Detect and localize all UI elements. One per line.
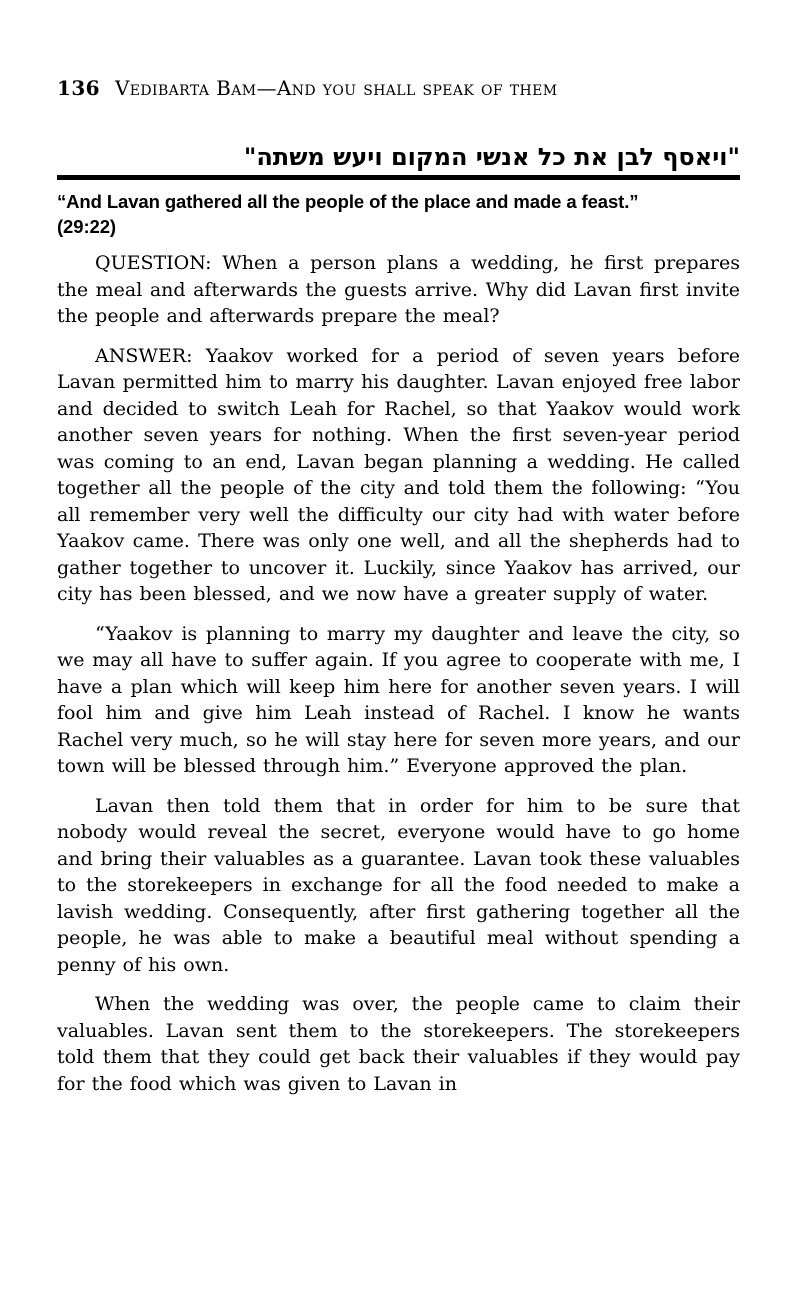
body-paragraph: When the wedding was over, the people came to claim their valuables. Lavan sent them to the storekeepers. The storekeepers told them that they could get back their valuables if they would pay for the food which was given to Lavan in xyxy=(57,993,740,1095)
page-number: 136 xyxy=(57,76,100,100)
body-paragraph: Lavan then told them that in order for him to be sure that nobody would reveal the secret, everyone would have to go home and bring their valuables as a guarantee. Lavan took these valuables to the storekeepers in exchange for all the food needed to make a lavish wedding. Consequently, after first gathering together all the people, he was able to make a beautiful meal without spending a penny of his own. xyxy=(57,794,740,976)
translation-heading xyxy=(57,189,740,239)
answer-paragraph: ANSWER: Yaakov worked for a period of seven years before Lavan permitted him to marry his daughter. Lavan enjoyed free labor and decided to switch Leah for Rachel, so that Yaakov would work another seven years for nothing. When the first seven-year period was coming to an end, Lavan began planning a wedding. He called together all the people of the city and told them the following: “You all remember very well the difficulty our city had with water before Yaakov came. There was only one well, and all the shepherds had to gather together to uncover it. Luckily, since Yaakov has arrived, our city has been blessed, and we now have a greater supply of water. xyxy=(57,344,740,605)
body-paragraph: “Yaakov is planning to marry my daughter and leave the city, so we may all have to suffer again. If you agree to cooperate with me, I have a plan which will keep him here for another seven years. I will fool him and give him Leah instead of Rachel. I know he wants Rachel very much, so he will stay here for seven more years, and our town will be blessed through him.” Everyone approved the plan. xyxy=(57,622,740,777)
hebrew-verse-heading: "ויאסף לבן את כל אנשי המקום ויעש משתה" xyxy=(243,143,740,171)
running-title: Vedibarta Bam—And you shall speak of them xyxy=(114,76,558,100)
question-paragraph: QUESTION: When a person plans a wedding, he first prepares the meal and afterwards the guests arrive. Why did Lavan first invite the people and afterwards prepare the meal? xyxy=(57,252,740,327)
verse-citation: (29:22) xyxy=(57,216,116,237)
running-header xyxy=(57,76,740,100)
body-text xyxy=(57,250,740,1097)
section-divider-rule xyxy=(57,175,740,180)
translation-text: “And Lavan gathered all the people of the place and made a feast.” xyxy=(57,191,639,212)
